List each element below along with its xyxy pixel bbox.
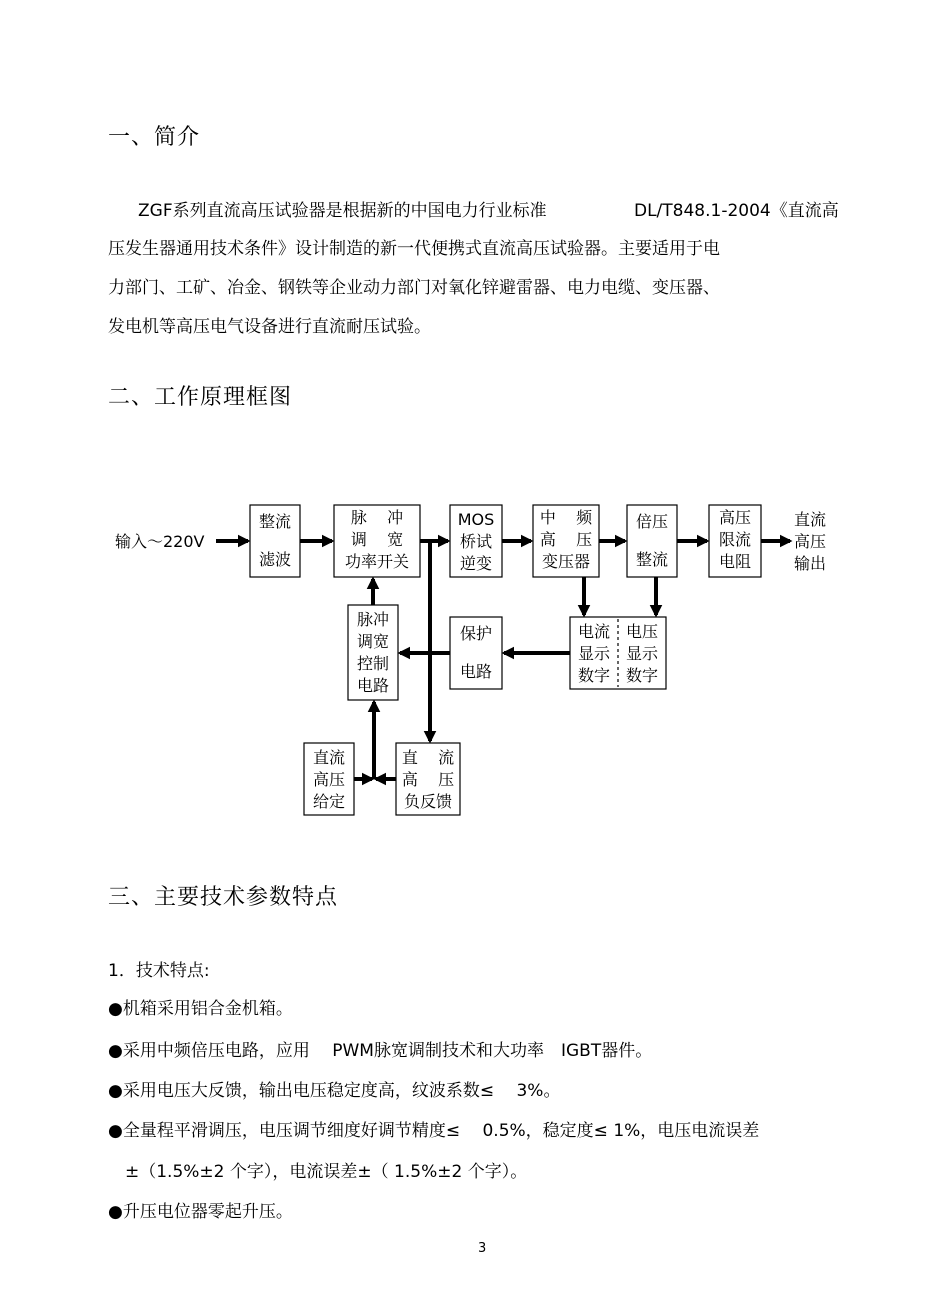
- feature-item-3: ●采用电压大反馈，输出电压稳定度高，纹波系数≤ 3%。: [108, 1081, 561, 1101]
- feature-item-1: ●机箱采用铝合金机箱。: [108, 999, 293, 1019]
- intro-line-3: 力部门、工矿、冶金、钢铁等企业动力部门对氧化锌避雷器、电力电缆、变压器、: [108, 278, 720, 298]
- section-heading-intro: 一、简介: [108, 125, 201, 150]
- page-number: 3: [478, 1241, 487, 1256]
- current-display-line-2: 显示: [577, 644, 611, 663]
- rectifier-line-1: 整流: [258, 512, 292, 531]
- mos-line-2: 桥试: [459, 532, 493, 551]
- voltage-display-line-3: 数字: [625, 666, 659, 685]
- section-heading-diagram: 二、工作原理框图: [108, 385, 293, 410]
- transformer-line-3: 变压器: [541, 552, 591, 571]
- intro-line-4: 发电机等高压电气设备进行直流耐压试验。: [108, 317, 431, 337]
- mos-line-3: 逆变: [459, 554, 493, 573]
- control-line-2: 调宽: [356, 632, 390, 651]
- setpoint-line-3: 给定: [312, 792, 346, 811]
- mos-line-1: MOS: [457, 510, 495, 529]
- intro-line-2: 压发生器通用技术条件》设计制造的新一代便携式直流高压试验器。主要适用于电: [108, 239, 720, 259]
- resistor-line-1: 高压: [718, 508, 752, 527]
- protection-line-1: 保护: [459, 624, 493, 643]
- resistor-line-3: 电阻: [718, 552, 752, 571]
- feedback-line-3: 负反馈: [403, 792, 453, 811]
- doubler-line-2: 整流: [635, 550, 669, 569]
- principle-block-diagram: [100, 495, 860, 825]
- output-line-3: 输出: [794, 554, 827, 573]
- control-line-1: 脉冲: [356, 610, 390, 629]
- section-heading-params: 三、主要技术参数特点: [108, 885, 339, 910]
- resistor-line-2: 限流: [718, 530, 752, 549]
- intro-line-1b: DL/T848.1-2004《直流高: [634, 201, 839, 221]
- feature-item-5: ●升压电位器零起升压。: [108, 1202, 293, 1222]
- protection-line-2: 电路: [459, 662, 493, 681]
- feature-item-4: ●全量程平滑调压，电压调节细度好调节精度≤ 0.5%，稳定度≤ 1%，电压电流误差: [108, 1121, 760, 1141]
- feedback-line-2: 高 压: [401, 770, 455, 789]
- feature-item-2: ●采用中频倍压电路，应用 PWM脉宽调制技术和大功率 IGBT器件。: [108, 1041, 653, 1061]
- feedback-line-1: 直 流: [401, 748, 455, 767]
- transformer-line-1: 中 频: [539, 508, 593, 527]
- voltage-display-line-2: 显示: [625, 644, 659, 663]
- control-line-3: 控制: [356, 654, 390, 673]
- setpoint-line-1: 直流: [312, 748, 346, 767]
- current-display-line-1: 电流: [577, 622, 611, 641]
- intro-line-1a: ZGF系列直流高压试验器是根据新的中国电力行业标准: [138, 201, 547, 221]
- input-label: 输入～220V: [115, 532, 205, 551]
- feature-item-4-cont: ±（1.5%±2 个字），电流误差±（ 1.5%±2 个字）。: [108, 1162, 528, 1182]
- output-line-1: 直流: [794, 510, 827, 529]
- setpoint-line-2: 高压: [312, 770, 346, 789]
- output-line-2: 高压: [794, 532, 827, 551]
- voltage-display-line-1: 电压: [625, 622, 659, 641]
- control-line-4: 电路: [356, 676, 390, 695]
- pwm-switch-line-1: 脉 冲: [350, 508, 404, 527]
- features-subheading: 1．技术特点:: [108, 961, 210, 981]
- doubler-line-1: 倍压: [635, 512, 669, 531]
- pwm-switch-line-2: 调 宽: [350, 530, 404, 549]
- pwm-switch-line-3: 功率开关: [344, 552, 410, 571]
- transformer-line-2: 高 压: [539, 530, 593, 549]
- rectifier-line-2: 滤波: [258, 550, 292, 569]
- current-display-line-3: 数字: [577, 666, 611, 685]
